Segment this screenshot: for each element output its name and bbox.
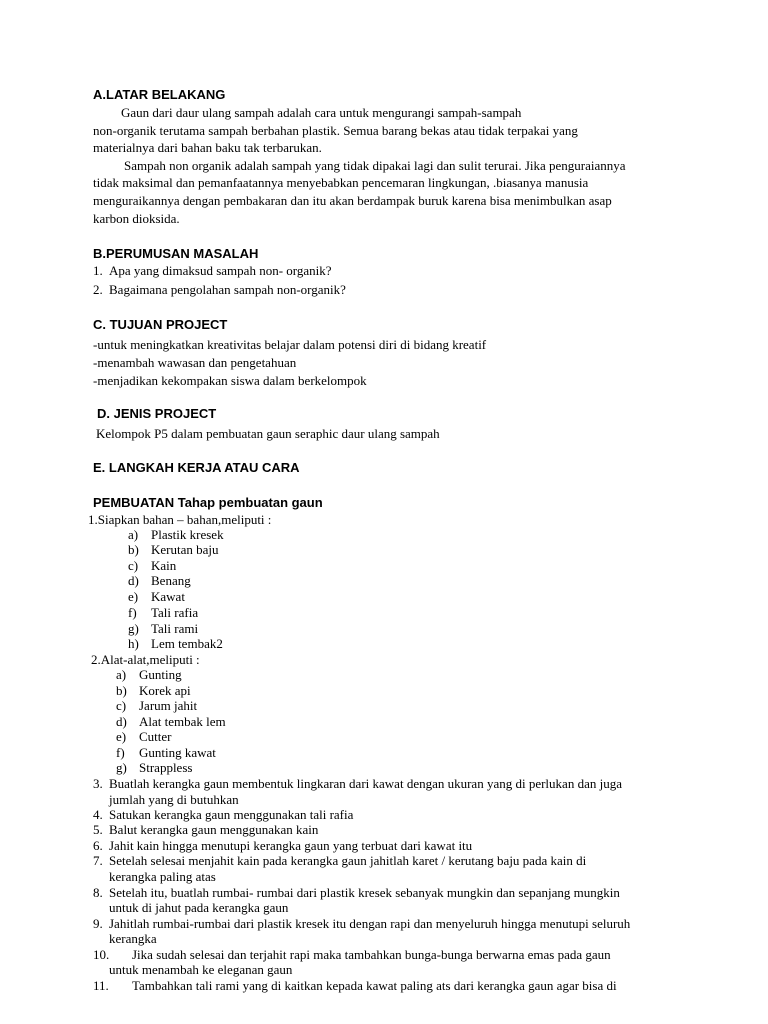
heading-langkah-kerja: E. LANGKAH KERJA ATAU CARA <box>93 460 300 475</box>
step-2: 2.Alat-alat,meliputi : <box>91 652 200 667</box>
step-number: 5. <box>93 822 103 837</box>
list-item: Lem tembak2 <box>151 636 223 651</box>
paragraph-line: -menambah wawasan dan pengetahuan <box>93 355 297 370</box>
step-number: 8. <box>93 885 103 900</box>
list-letter: c) <box>128 558 139 573</box>
list-letter: e) <box>128 589 139 604</box>
list-item: Kain <box>151 558 177 573</box>
paragraph-line: menguraikannya dengan pembakaran dan itu akan berdampak buruk karena bisa menimbulkan asap <box>93 193 612 208</box>
list-item: Korek api <box>139 683 191 698</box>
heading-latar-belakang: A.LATAR BELAKANG <box>93 87 226 102</box>
step-text: Jahitlah rumbai-rumbai dari plastik kresek itu dengan rapi dan menyeluruh hingga menutupi seluruh <box>109 916 631 931</box>
list-item: Tali rafia <box>151 605 199 620</box>
list-letter: g) <box>128 621 139 636</box>
step-number: 6. <box>93 838 103 853</box>
step-text: Balut kerangka gaun menggunakan kain <box>109 822 319 837</box>
list-letter: h) <box>128 636 139 651</box>
step-text-cont: jumlah yang di butuhkan <box>109 792 239 807</box>
list-letter: d) <box>128 573 139 588</box>
list-item: Strappless <box>139 760 193 775</box>
list-letter: g) <box>116 760 127 775</box>
list-item: Apa yang dimaksud sampah non- organik? <box>109 263 332 278</box>
list-item: Cutter <box>139 729 172 744</box>
list-item: Alat tembak lem <box>139 714 226 729</box>
step-text: Setelah selesai menjahit kain pada kerangka gaun jahitlah karet / kerutang baju pada kain di <box>109 853 587 868</box>
list-letter: a) <box>128 527 139 542</box>
list-letter: b) <box>116 683 127 698</box>
paragraph-line: non-organik terutama sampah berbahan plastik. Semua barang bekas atau tidak terpakai yang <box>93 123 578 138</box>
heading-perumusan-masalah: B.PERUMUSAN MASALAH <box>93 246 259 261</box>
step-number: 10. <box>93 947 110 962</box>
step-text-cont: kerangka <box>109 931 157 946</box>
paragraph-line: Gaun dari daur ulang sampah adalah cara untuk mengurangi sampah-sampah <box>121 105 522 120</box>
step-text: Buatlah kerangka gaun membentuk lingkaran dari kawat dengan ukuran yang di perlukan dan juga <box>109 776 622 791</box>
list-item: Kerutan baju <box>151 542 219 557</box>
step-text: Jahit kain hingga menutupi kerangka gaun yang terbuat dari kawat itu <box>109 838 473 853</box>
step-1: 1.Siapkan bahan – bahan,meliputi : <box>88 512 272 527</box>
step-number: 9. <box>93 916 103 931</box>
paragraph-line: materialnya dari bahan baku tak terbarukan. <box>93 140 322 155</box>
list-item: Benang <box>151 573 191 588</box>
list-letter: e) <box>116 729 127 744</box>
list-letter: d) <box>116 714 127 729</box>
step-number: 4. <box>93 807 103 822</box>
list-item: Gunting kawat <box>139 745 216 760</box>
paragraph-line: Sampah non organik adalah sampah yang tidak dipakai lagi dan sulit terurai. Jika penguraiannya <box>124 158 626 173</box>
list-item: Gunting <box>139 667 182 682</box>
paragraph-line: tidak maksimal dan pemanfaatannya menyebabkan pencemaran lingkungan, .biasanya manusia <box>93 175 589 190</box>
heading-tujuan-project: C. TUJUAN PROJECT <box>93 317 228 332</box>
list-letter: f) <box>116 745 125 760</box>
step-text: Setelah itu, buatlah rumbai- rumbai dari plastik kresek sebanyak mungkin dan sepanjang mungkin <box>109 885 620 900</box>
step-text-cont: untuk di jahut pada kerangka gaun <box>109 900 289 915</box>
step-text-cont: untuk menambah ke eleganan gaun <box>109 962 293 977</box>
list-item: Tali rami <box>151 621 199 636</box>
heading-jenis-project: D. JENIS PROJECT <box>97 406 217 421</box>
step-text-cont: kerangka paling atas <box>109 869 216 884</box>
subheading-pembuatan: PEMBUATAN Tahap pembuatan gaun <box>93 495 323 510</box>
list-item: Jarum jahit <box>139 698 198 713</box>
paragraph-line: Kelompok P5 dalam pembuatan gaun seraphic daur ulang sampah <box>96 426 440 441</box>
step-text: Tambahkan tali rami yang di kaitkan kepada kawat paling ats dari kerangka gaun agar bisa di <box>132 978 617 993</box>
step-number: 11. <box>93 978 109 993</box>
step-text: Satukan kerangka gaun menggunakan tali rafia <box>109 807 354 822</box>
list-item: Bagaimana pengolahan sampah non-organik? <box>109 282 346 297</box>
list-letter: f) <box>128 605 137 620</box>
list-letter: a) <box>116 667 127 682</box>
list-item: Plastik kresek <box>151 527 224 542</box>
step-number: 3. <box>93 776 103 791</box>
list-number: 2. <box>93 282 103 297</box>
step-number: 7. <box>93 853 103 868</box>
list-letter: b) <box>128 542 139 557</box>
list-number: 1. <box>93 263 103 278</box>
paragraph-line: karbon dioksida. <box>93 211 180 226</box>
paragraph-line: -menjadikan kekompakan siswa dalam berkelompok <box>93 373 367 388</box>
paragraph-line: -untuk meningkatkan kreativitas belajar dalam potensi diri di bidang kreatif <box>93 337 487 352</box>
list-item: Kawat <box>151 589 185 604</box>
list-letter: c) <box>116 698 127 713</box>
step-text: Jika sudah selesai dan terjahit rapi maka tambahkan bunga-bunga berwarna emas pada gaun <box>132 947 611 962</box>
